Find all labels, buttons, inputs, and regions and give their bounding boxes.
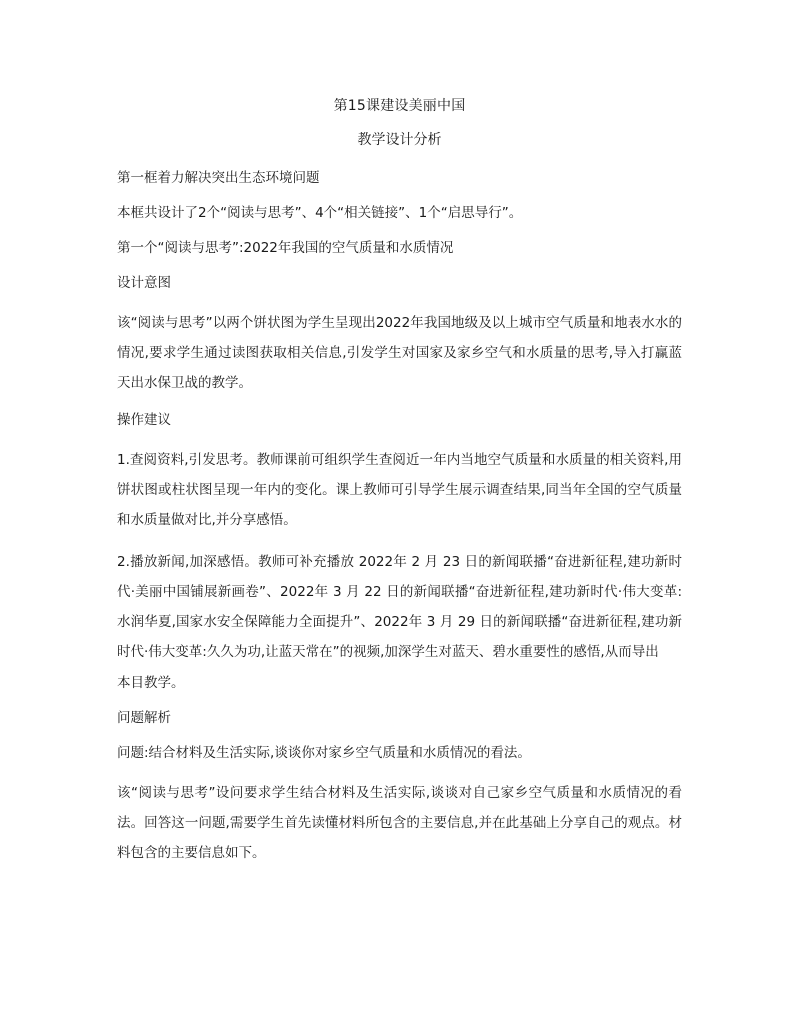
suggestion-1-paragraph: 1.查阅资料,引发思考。教师课前可组织学生查阅近一年内当地空气质量和水质量的相关资料,用饼状图或柱状图呈现一年内的变化。课上教师可引导学生展示调查结果,同当年全国的空气质量和水质量做对比,并分享感悟。 [117, 452, 682, 528]
design-intent-heading: 设计意图 [117, 275, 171, 291]
design-intent-paragraph: 该“阅读与思考”以两个饼状图为学生呈现出2022年我国地级及以上城市空气质量和地表水水的情况,要求学生通过读图获取相关信息,引发学生对国家及家乡空气和水质量的思考,导入打赢蓝天出水保卫战的教学。 [117, 315, 682, 391]
analysis-paragraph: 该“阅读与思考”设问要求学生结合材料及生活实际,谈谈对自己家乡空气质量和水质情况的看法。回答这一问题,需要学生首先读懂材料所包含的主要信息,并在此基础上分享自己的观点。材料包含的主要信息如下。 [117, 785, 682, 861]
operation-heading: 操作建议 [117, 412, 171, 428]
question-text: 问题:结合材料及生活实际,谈谈你对家乡空气质量和水质情况的看法。 [117, 745, 531, 761]
suggestion-2-paragraph: 2.播放新闻,加深感悟。教师可补充播放 2022年 2 月 23 日的新闻联播“奋进新征程,建功新时代·美丽中国铺展新画卷”、2022年 3 月 22 日的新闻联播“奋进新征程,建功新时代·伟大变革:水润华夏,国家水安全保障能力全面提升”、2022年 3 月 29 日的新闻联播“奋进新征程,建功新时代·伟大变革:久久为功,让蓝天常在”的视频,加深学生对蓝天、碧水重要性的感悟,从而导出 [117, 554, 682, 660]
lesson-subtitle: 教学设计分析 [357, 132, 442, 148]
suggestion-2-end: 本目教学。 [117, 675, 185, 691]
analysis-heading: 问题解析 [117, 710, 171, 726]
lesson-title: 第15课建设美丽中国 [333, 98, 466, 114]
document-content [117, 96, 682, 880]
section-heading: 第一框着力解决突出生态环境问题 [117, 170, 320, 186]
overview-text: 本框共设计了2个“阅读与思考”、4个“相关链接”、1个“启思导行”。 [117, 205, 523, 221]
first-reading-heading: 第一个“阅读与思考”:2022年我国的空气质量和水质情况 [117, 240, 454, 256]
